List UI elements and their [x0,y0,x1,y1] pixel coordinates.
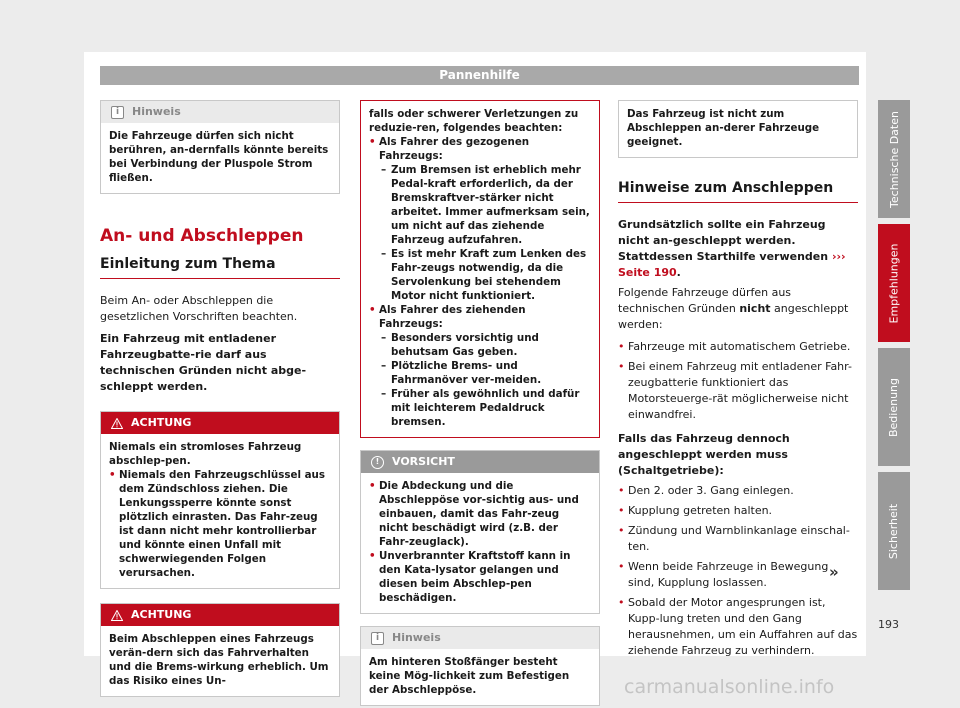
side-tab-technische-daten[interactable] [878,100,910,218]
step-item-4: • Wenn beide Fahrzeuge in Bewegung sind, Kupplung loslassen. [618,559,858,591]
side-tab-label: Bedienung [887,377,901,437]
note-box-2-body [361,649,599,705]
vehicle-item-2: • Bei einem Fahrzeug mit entladener Fahr-zeugbatterie funktioniert das Motorsteuerge-rät möglicherweise nicht einwandfrei. [618,359,858,423]
note-box-1-header [101,101,339,123]
caution-icon: ! [371,456,384,469]
caution-box [360,450,600,614]
note-box-1-title: Hinweis [132,105,181,118]
note-box-1-body [101,123,339,193]
vehicles-paragraph-start: Folgende Fahrzeuge dürfen aus technischen Gründen [618,286,792,315]
column-3 [618,100,858,659]
warning-continued-intro: falls oder schwerer Verletzungen zu reduzie-ren, folgendes beachten: [369,108,579,134]
note-box-2-title: Hinweis [392,631,441,644]
caution-box-header [361,451,599,473]
caution-box-title: VORSICHT [392,455,455,468]
vehicle-item-1: • Fahrzeuge mit automatischem Getriebe. [618,339,858,355]
note-box-1 [100,100,340,194]
info-icon: i [111,106,124,119]
step-item-3: • Zündung und Warnblinkanlage einschal-ten. [618,523,858,555]
side-tab-empfehlungen[interactable] [878,224,910,342]
warning-box-1-bullet: • Niemals den Fahrzeugschlüssel aus dem Zündschloss ziehen. Die Lenkungssperre könnte sonst plötzlich einrasten. Das Fahr-zeug ist dann nicht mehr kontrollierbar und könnte einen Unfall mit schwerwiegenden Folgen verursachen. [109,468,331,580]
step-item-2: • Kupplung getreten halten. [618,503,858,519]
warning-continued-dash-2: – Es ist mehr Kraft zum Lenken des Fahr-zeugs notwendig, da die Servolenkung bei stehendem Motor nicht funktioniert. [381,247,591,303]
note-box-2-header [361,627,599,649]
note-box-2-text: Am hinteren Stoßfänger besteht keine Mög-lichkeit zum Befestigen der Abschleppöse. [369,656,570,696]
caution-bullet-2: • Unverbrannter Kraftstoff kann in den Kata-lysator gelangen und diesen beim Abschlep-pen beschädigen. [369,549,591,605]
warning-continued-dash-5: – Früher als gewöhnlich und dafür mit leichterem Pedaldruck bremsen. [381,387,591,429]
column-2 [360,100,600,706]
warning-triangle-icon [111,610,123,621]
warning-continued-bullet-1: • Als Fahrer des gezogenen Fahrzeugs: [369,135,591,163]
column-1 [100,100,340,697]
warning-box-1-title: ACHTUNG [131,416,192,429]
note-box-3 [618,100,858,158]
page-number: 193 [878,618,899,631]
warning-continued-dash-3: – Besonders vorsichtig und behutsam Gas geben. [381,331,591,359]
towing-intro-text: Grundsätzlich sollte ein Fahrzeug nicht an-geschleppt werden. Stattdessen Starthilfe verwenden [618,218,829,263]
caution-bullet-1: • Die Abdeckung und die Abschleppöse vor-sichtig aus- und einbauen, damit das Fahr-zeug nicht beschädigt wird (z.B. der Fahr-zeuglack). [369,479,591,549]
step-item-5: • Sobald der Motor angesprungen ist, Kupp-lung treten und den Gang herausnehmen, um ein Auffahren auf das ziehende Fahrzeug zu verhindern. [618,595,858,659]
side-tab-label: Sicherheit [887,503,901,559]
warning-box-1-text: Niemals ein stromloses Fahrzeug abschlep-pen. [109,441,302,467]
vehicles-paragraph [618,285,858,333]
note-box-2 [360,626,600,706]
side-tab-sicherheit[interactable] [878,472,910,590]
side-tab-label: Empfehlungen [887,243,901,323]
subsection-title-towing: Hinweise zum Anschleppen [618,180,834,196]
vehicles-paragraph-end: angeschleppt werden: [618,302,849,331]
intro-paragraph: Beim An- oder Abschleppen die gesetzlichen Vorschriften beachten. [100,294,298,323]
section-title: An- und Abschleppen [100,226,304,246]
vehicles-paragraph-bold: nicht [739,302,771,315]
warning-box-2-title: ACHTUNG [131,608,192,621]
info-icon: i [371,632,384,645]
warning-box-continued-body [361,101,599,437]
note-box-3-body [619,101,857,157]
warning-box-1-body [101,434,339,588]
continue-arrow-icon: » [829,563,839,581]
warning-box-continued [360,100,600,438]
battery-paragraph: Ein Fahrzeug mit entladener Fahrzeugbatte-rie darf aus technischen Gründen nicht abge-schleppt werden. [100,332,307,393]
warning-box-1 [100,411,340,589]
warning-box-2 [100,603,340,697]
warning-continued-bullet-2: • Als Fahrer des ziehenden Fahrzeugs: [369,303,591,331]
header-title: Pannenhilfe [439,68,520,82]
subsection-title: Einleitung zum Thema [100,256,276,272]
side-tab-bedienung[interactable] [878,348,910,466]
warning-continued-dash-4: – Plötzliche Brems- und Fahrmanöver ver-meiden. [381,359,591,387]
towing-intro-end: . [676,266,681,279]
note-box-1-text: Die Fahrzeuge dürfen sich nicht berühren, an-dernfalls könnte bereits bei Verbindung der Pluspole Strom fließen. [109,130,329,184]
step-item-1: • Den 2. oder 3. Gang einlegen. [618,483,858,499]
warning-box-1-header [101,412,339,434]
watermark: carmanualsonline.info [624,676,835,698]
note-box-3-text: Das Fahrzeug ist nicht zum Abschleppen an-derer Fahrzeuge geeignet. [627,108,820,148]
side-tab-label: Technische Daten [887,110,901,208]
warning-continued-dash-1: – Zum Bremsen ist erheblich mehr Pedal-kraft erforderlich, da der Bremskraftver-stärker nicht arbeitet. Immer aufmerksam sein, um nicht auf das ziehende Fahrzeug aufzufahren. [381,163,591,247]
towing-intro [618,217,858,281]
steps-title: Falls das Fahrzeug dennoch angeschleppt werden muss (Schaltgetriebe): [618,432,790,477]
warning-box-2-header [101,604,339,626]
warning-triangle-icon [111,418,123,429]
warning-box-2-body [101,626,339,696]
header-bar [100,66,859,85]
page-reference-link[interactable]: ››› Seite 190 [618,250,846,279]
warning-box-2-text: Beim Abschleppen eines Fahrzeugs verän-dern sich das Fahrverhalten und die Brems-wirkung erheblich. Um das Risiko eines Un- [109,633,329,687]
caution-box-body [361,473,599,613]
